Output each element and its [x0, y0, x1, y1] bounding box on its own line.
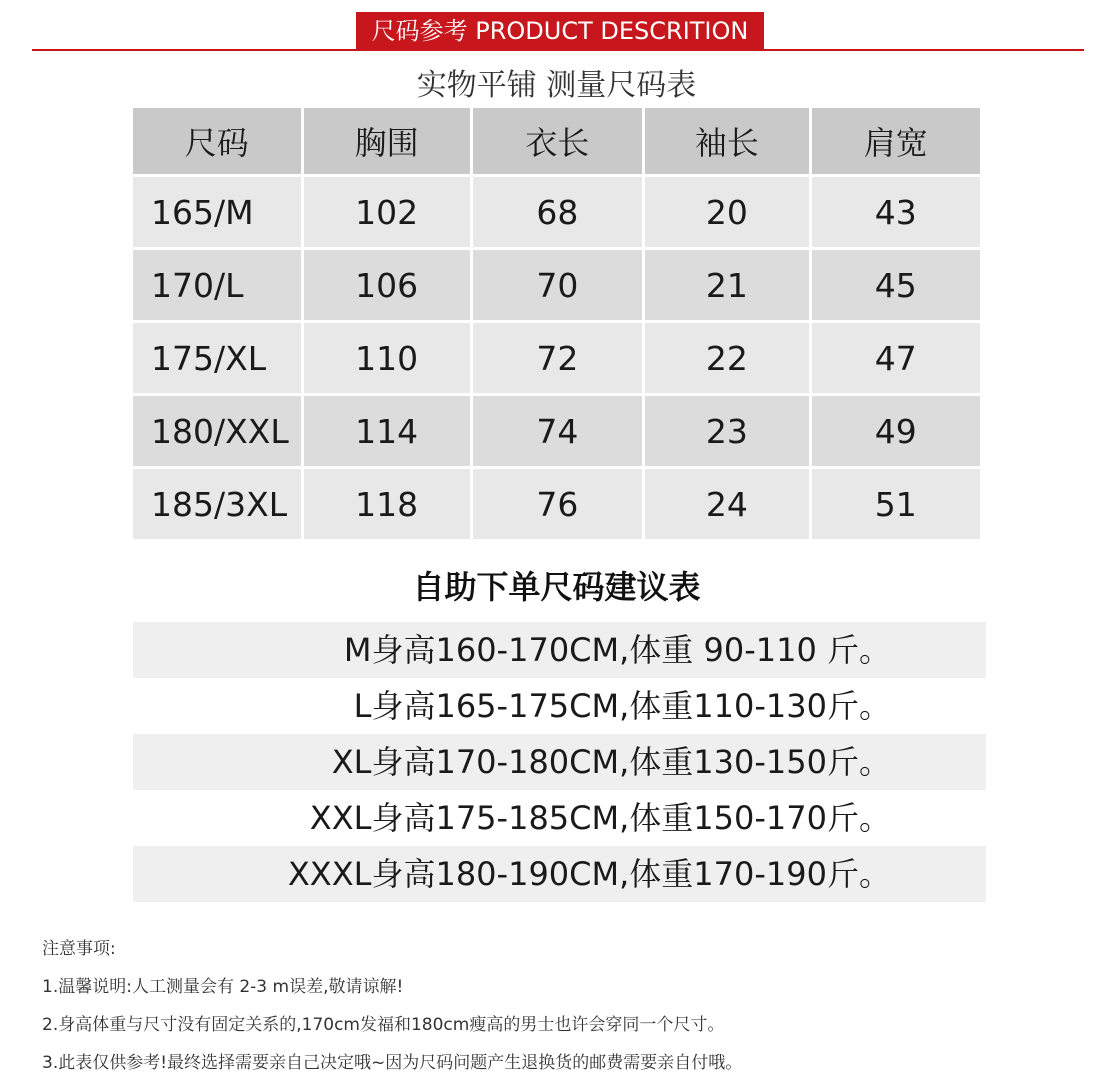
- cell-chest: 114: [304, 396, 470, 466]
- cell-length: 76: [473, 469, 642, 539]
- cell-sleeve: 21: [645, 250, 809, 320]
- table-row: [133, 250, 980, 320]
- size-chart-table: [130, 105, 983, 542]
- recommendation-row: M身高160-170CM,体重 90-110 斤。: [133, 622, 986, 678]
- cell-shoulder: 45: [812, 250, 980, 320]
- note-item: 2.身高体重与尺寸没有固定关系的,170cm发福和180cm瘦高的男士也许会穿同一个尺寸。: [42, 1015, 725, 1035]
- cell-length: 72: [473, 323, 642, 393]
- cell-size: 180/XXL: [133, 396, 301, 466]
- recommendation-row: XXL身高175-185CM,体重150-170斤。: [309, 799, 891, 837]
- cell-sleeve: 23: [645, 396, 809, 466]
- table-row: [133, 469, 980, 539]
- cell-chest: 118: [304, 469, 470, 539]
- cell-size: 175/XL: [133, 323, 301, 393]
- cell-sleeve: 22: [645, 323, 809, 393]
- cell-shoulder: 47: [812, 323, 980, 393]
- cell-shoulder: 49: [812, 396, 980, 466]
- cell-chest: 102: [304, 177, 470, 247]
- table-header-row: [133, 108, 980, 174]
- table-row: [133, 177, 980, 247]
- cell-shoulder: 51: [812, 469, 980, 539]
- table-subtitle: 实物平铺 测量尺码表: [416, 68, 697, 103]
- recommendation-row: L身高165-175CM,体重110-130斤。: [353, 687, 891, 725]
- recommendation-row: XXXL身高180-190CM,体重170-190斤。: [133, 846, 986, 902]
- cell-size: 185/3XL: [133, 469, 301, 539]
- notes-section: [42, 930, 1092, 1082]
- notes-heading: 注意事项:: [42, 939, 116, 959]
- cell-sleeve: 24: [645, 469, 809, 539]
- recommendation-row: XL身高170-180CM,体重130-150斤。: [133, 734, 986, 790]
- cell-chest: 106: [304, 250, 470, 320]
- cell-chest: 110: [304, 323, 470, 393]
- cell-size: 165/M: [133, 177, 301, 247]
- header-length: 衣长: [473, 108, 642, 174]
- cell-size: 170/L: [133, 250, 301, 320]
- note-item: 1.温馨说明:人工测量会有 2-3 m误差,敬请谅解!: [42, 977, 404, 997]
- recommendation-list: [133, 622, 986, 902]
- table-row: [133, 396, 980, 466]
- cell-length: 68: [473, 177, 642, 247]
- header-shoulder: 肩宽: [812, 108, 980, 174]
- cell-length: 74: [473, 396, 642, 466]
- cell-length: 70: [473, 250, 642, 320]
- header-chest: 胸围: [304, 108, 470, 174]
- table-row: [133, 323, 980, 393]
- cell-sleeve: 20: [645, 177, 809, 247]
- note-item: 3.此表仅供参考!最终选择需要亲自己决定哦~因为尺码问题产生退换货的邮费需要亲自付哦。: [42, 1053, 743, 1073]
- product-description-badge: 尺码参考 PRODUCT DESCRITION: [356, 12, 764, 50]
- header-sleeve: 袖长: [645, 108, 809, 174]
- cell-shoulder: 43: [812, 177, 980, 247]
- header-size: 尺码: [133, 108, 301, 174]
- recommendation-title: 自助下单尺码建议表: [412, 568, 701, 606]
